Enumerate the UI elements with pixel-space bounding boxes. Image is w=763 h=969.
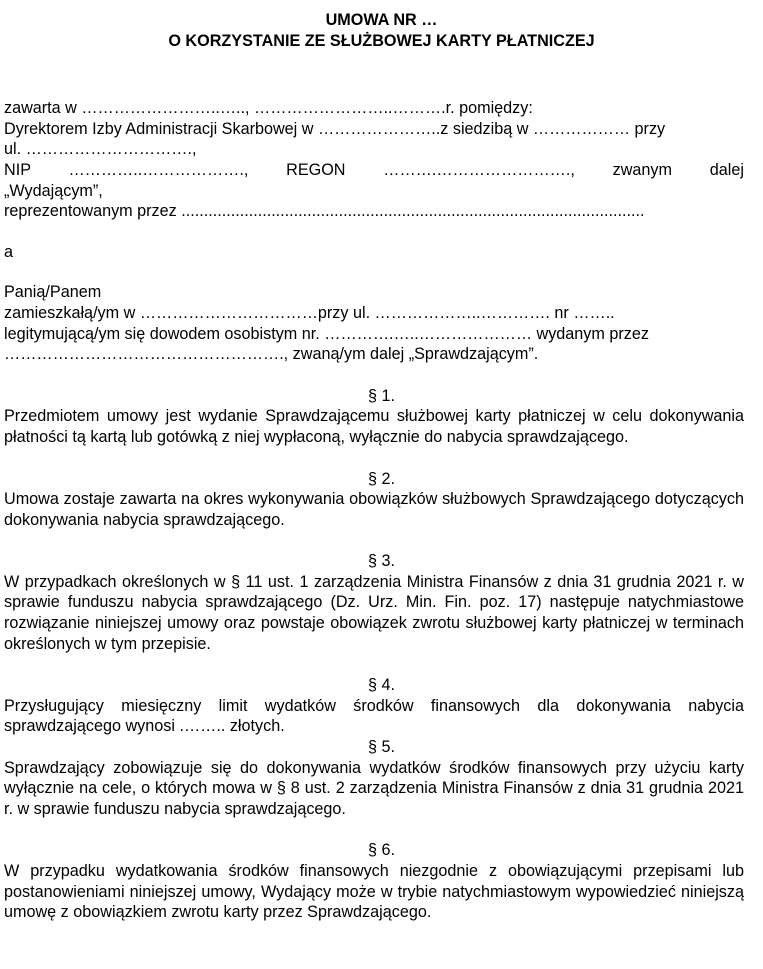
- header-street: ul. ………………………….,: [4, 140, 197, 159]
- section-2-text: Umowa zostaje zawarta na okres wykonywania obowiązków służbowych Sprawdzającego dotyczących dokonywania nabycia sprawdzającego.: [4, 490, 744, 529]
- header-issuer-name: „Wydającym”,: [4, 181, 103, 200]
- header-represented-by: reprezentowanym przez .......................................................................................................: [4, 202, 645, 221]
- section-5-text: Sprawdzający zobowiązuje się do dokonywania wydatków środków finansowych przy użyciu karty wyłącznie na cele, o których mowa w § 8 ust. 2 zarządzenia Ministra Finansów z dnia 31 grudnia 2021 r. w sprawie funduszu nabycia sprawdzającego.: [4, 758, 744, 818]
- section-4-text: Przysługujący miesięczny limit wydatków środków finansowych dla dokonywania nabycia sprawdzającego wynosi .…….. złotych.: [4, 696, 744, 736]
- nip-label: NIP: [4, 160, 31, 179]
- section-3-text: W przypadkach określonych w § 11 ust. 1 zarządzenia Ministra Finansów z dnia 31 grudnia 2021 r. w sprawie funduszu nabycia sprawdzającego (Dz. Urz. Min. Fin. poz. 17) następuje natychmiastowe rozwiązanie niniejszej umowy oraz powstaje obowiązek zwrotu służbowej karty płatniczej w terminach określonych w tym przepisie.: [4, 572, 744, 653]
- document-title-line-2: O KORZYSTANIE ZE SŁUŻBOWEJ KARTY PŁATNICZEJ: [168, 31, 595, 50]
- section-4-heading: § 4.: [367, 676, 395, 695]
- section-6-text: W przypadku wydatkowania środków finansowych niezgodnie z obowiązującymi przepisami lub postanowieniami niniejszej umowy, Wydający może w trybie natychmiastowym wypowiedzieć niniejszą umowę z obowiązkiem zwrotu karty przez Sprawdzającego.: [4, 862, 744, 922]
- section-1-text: Przedmiotem umowy jest wydanie Sprawdzającemu służbowej karty płatniczej w celu dokonywania płatności tą kartą lub gotówką z niej wypłaconą, wyłącznie do nabycia sprawdzającego.: [4, 407, 744, 446]
- document-title-line-1: UMOWA NR …: [325, 11, 438, 29]
- header-and: a: [4, 242, 14, 261]
- party-residence: zamieszkałą/ym w ……………………………przy ul. ………………..…………. nr ……..: [4, 303, 615, 322]
- section-2-heading: § 2.: [367, 469, 395, 488]
- section-6-heading: § 6.: [367, 841, 395, 860]
- regon-label: REGON: [286, 160, 346, 179]
- nip-value: …………..……………….,: [68, 160, 249, 179]
- header-nip-regon: [4, 160, 744, 181]
- named-word: zwanym: [612, 160, 673, 179]
- party-salutation: Panią/Panem: [4, 283, 102, 302]
- section-5-heading: § 5.: [367, 738, 395, 757]
- section-1-heading: § 1.: [367, 386, 395, 405]
- regon-value: ……….…………………….,: [383, 160, 575, 179]
- party-checker-name: ……………………………………………., zwaną/ym dalej „Sprawdzającym”.: [4, 345, 539, 364]
- header-director: Dyrektorem Izby Administracji Skarbowej w …………………..z siedzibą w ……………… przy: [4, 119, 666, 138]
- party-id-document: legitymującą/ym się dowodem osobistym nr. ………….…..………………… wydanym przez: [4, 324, 649, 343]
- header-place-date: zawarta w ……………………..….., ……………………..……….r. pomiędzy:: [4, 99, 533, 118]
- further-word: dalej: [709, 160, 744, 179]
- section-3-heading: § 3.: [367, 552, 395, 571]
